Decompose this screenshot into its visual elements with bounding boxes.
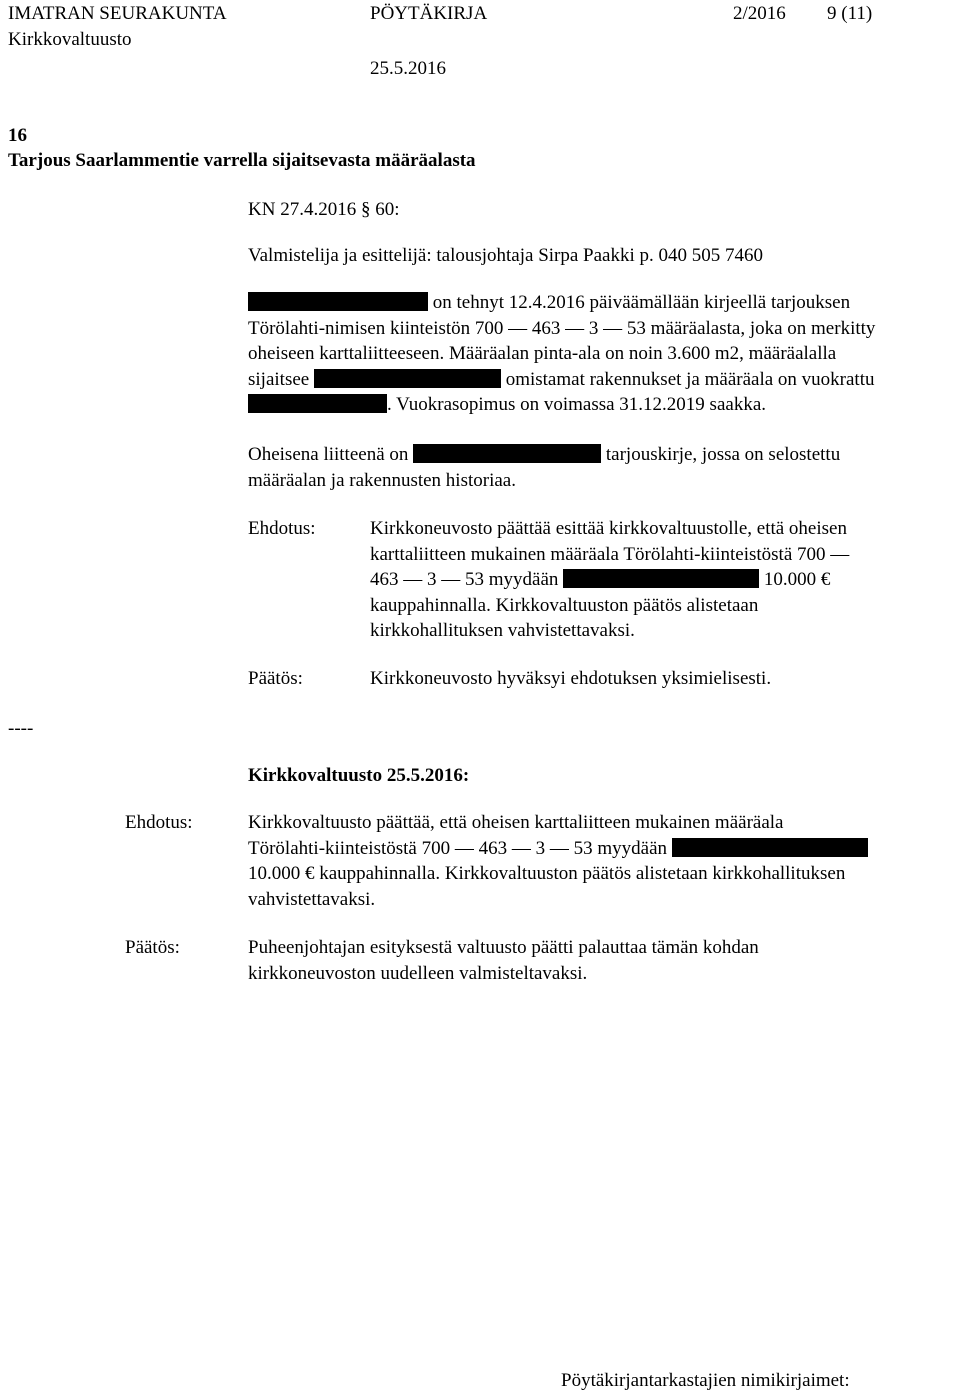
- kn-proposal-label: Ehdotus:: [248, 518, 316, 539]
- footer-signatures: Pöytäkirjantarkastajien nimikirjaimet:: [561, 1370, 850, 1391]
- kn-p1-line2: Törölahti-nimisen kiinteistön 700 — 463 — 3 — 53 määräalasta, joka on merkitty: [248, 317, 876, 339]
- redaction: [563, 569, 759, 588]
- kv-decision-line2: kirkkoneuvoston uudelleen valmisteltavaksi.: [248, 962, 588, 984]
- kv-decision-line1: Puheenjohtajan esityksestä valtuusto päätti palauttaa tämän kohdan: [248, 937, 759, 958]
- kv-proposal-label: Ehdotus:: [125, 812, 193, 833]
- kn-paragraph-2: [248, 442, 948, 493]
- kn-p1-line5: . Vuokrasopimus on voimassa 31.12.2019 saakka.: [387, 394, 766, 415]
- kn-p2-line1b: tarjouskirje, jossa on selostettu: [601, 444, 841, 465]
- redaction: [413, 444, 601, 463]
- kv-proposal-line1: Kirkkovaltuusto päättää, että oheisen karttaliitteen mukainen määräala: [248, 812, 784, 833]
- redaction: [248, 292, 428, 311]
- kn-proposal-line5: kirkkohallituksen vahvistettavaksi.: [370, 620, 635, 641]
- section-title: Tarjous Saarlammentie varrella sijaitsevasta määräalasta: [8, 150, 476, 171]
- section-number: 16: [8, 125, 27, 146]
- kn-proposal-line2: karttaliitteen mukainen määräala Törölahti-kiinteistöstä 700 —: [370, 543, 850, 565]
- kv-decision-label: Päätös:: [125, 937, 180, 958]
- separator: ----: [8, 718, 34, 739]
- kv-proposal-line2: Törölahti-kiinteistöstä 700 — 463 — 3 — 53 myydään: [248, 837, 672, 859]
- kn-p2-line2: määräalan ja rakennusten historiaa.: [248, 469, 516, 491]
- kn-p1-line4a: sijaitsee: [248, 368, 314, 390]
- redaction: [248, 394, 387, 413]
- kv-decision-text: [248, 935, 948, 986]
- header-doc-number: 2/2016: [733, 3, 786, 24]
- kn-decision-text: Kirkkoneuvosto hyväksyi ehdotuksen yksimielisesti.: [370, 668, 772, 689]
- kn-p1-line4b: omistamat rakennukset ja määräala on vuokrattu: [500, 368, 875, 390]
- kn-proposal-line1: Kirkkoneuvosto päättää esittää kirkkovaltuustolle, että oheisen: [370, 518, 847, 539]
- header-date: 25.5.2016: [370, 58, 446, 79]
- kv-proposal-line3: 10.000 € kauppahinnalla. Kirkkovaltuuston päätös alistetaan kirkkohallituksen: [248, 863, 846, 884]
- kn-p1-line1: on tehnyt 12.4.2016 päiväämällään kirjeellä tarjouksen: [428, 292, 851, 313]
- kn-preparer: Valmistelija ja esittelijä: talousjohtaja Sirpa Paakki p. 040 505 7460: [248, 245, 764, 266]
- header-page: 9 (11): [827, 3, 873, 24]
- header-doc-type: PÖYTÄKIRJA: [370, 3, 488, 24]
- kv-proposal-line4: vahvistettavaksi.: [248, 888, 376, 910]
- kv-proposal-text: [248, 810, 948, 912]
- kn-p2-line1a: Oheisena liitteenä on: [248, 444, 414, 465]
- kn-proposal-line4: kauppahinnalla. Kirkkovaltuuston päätös alistetaan: [370, 594, 759, 616]
- kn-reference: KN 27.4.2016 § 60:: [248, 199, 400, 220]
- kn-decision-label: Päätös:: [248, 668, 303, 689]
- header-org: IMATRAN SEURAKUNTA: [8, 3, 227, 24]
- kn-proposal-line3a: 463 — 3 — 53 myydään: [370, 569, 564, 590]
- header-body: Kirkkovaltuusto: [8, 29, 132, 50]
- redaction: [672, 838, 868, 857]
- kn-proposal-line3b: 10.000 €: [759, 569, 831, 590]
- kv-heading: Kirkkovaltuusto 25.5.2016:: [248, 765, 470, 786]
- redaction: [314, 369, 501, 388]
- kn-proposal-text: [370, 516, 950, 644]
- kn-p1-line3: oheiseen karttaliitteeseen. Määräalan pinta-ala on noin 3.600 m2, määräalalla: [248, 343, 837, 364]
- kn-paragraph-1: [248, 290, 948, 418]
